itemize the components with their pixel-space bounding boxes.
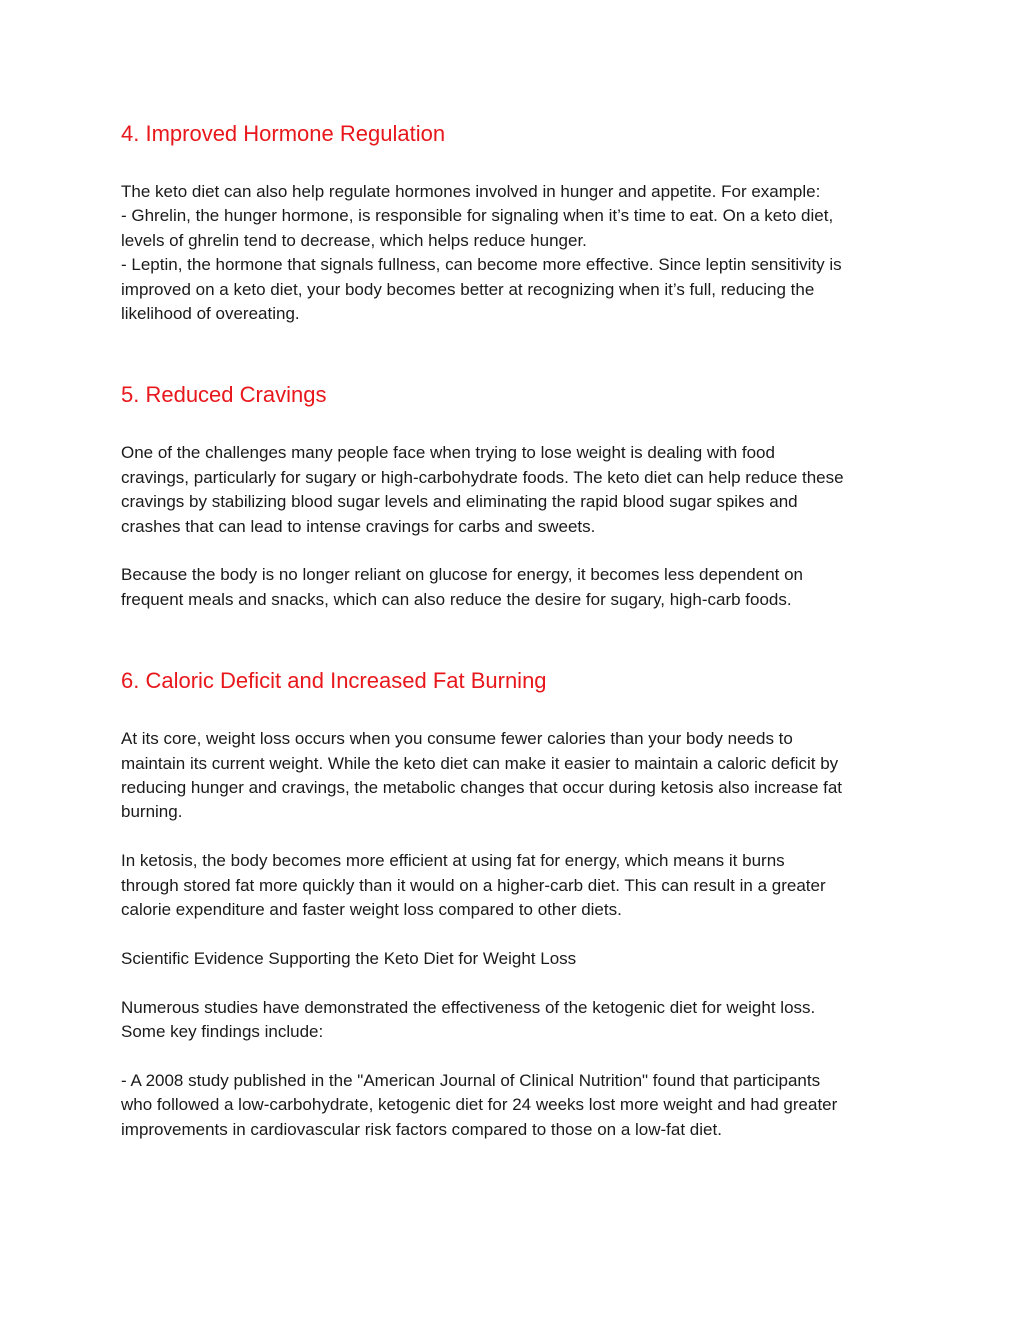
- paragraph-2008-study: - A 2008 study published in the "American Journal of Clinical Nutrition" found that participants who followed a low-carbohydrate, ketogenic diet for 24 weeks lost more weight and had greater improvements in cardiovascular risk factors compared to those on a low-fat diet.: [121, 1070, 838, 1139]
- section-heading-caloric-deficit: 6. Caloric Deficit and Increased Fat Burning: [121, 668, 547, 694]
- section-heading-hormone-regulation: 4. Improved Hormone Regulation: [121, 121, 446, 146]
- section-heading-reduced-cravings: 5. Reduced Cravings: [121, 382, 327, 408]
- document-page: [121, 118, 911, 1142]
- paragraph-hormone-regulation: The keto diet can also help regulate hormones involved in hunger and appetite. For example: - Ghrelin, the hunger hormone, is responsible for signaling when it’s time to eat. On a keto diet, levels of ghrelin tend to decrease, which helps reduce hunger. - Leptin, the hormone that signals fullness, can become more effective. Since leptin sensitivity is improved on a keto diet, your body becomes better at recognizing when it’s full, reducing the likelihood of overeating.: [121, 182, 842, 324]
- paragraph-caloric-core: At its core, weight loss occurs when you consume fewer calories than your body needs to maintain its current weight. While the keto diet can make it easier to maintain a caloric deficit by reducing hunger and cravings, the metabolic changes that occur during ketosis also increase fat burning.: [121, 729, 843, 822]
- paragraph-cravings-glucose: Because the body is no longer reliant on glucose for energy, it becomes less dependent on frequent meals and snacks, which can also reduce the desire for sugary, high-carb foods.: [121, 565, 804, 609]
- paragraph-studies-intro: Numerous studies have demonstrated the effectiveness of the ketogenic diet for weight loss. Some key findings include:: [121, 997, 816, 1042]
- paragraph-cravings-intro: One of the challenges many people face when trying to lose weight is dealing with food cravings, particularly for sugary or high-carbohydrate foods. The keto diet can help reduce these cravings by stabilizing blood sugar levels and eliminating the rapid blood sugar spikes and crashes that can lead to intense cravings for carbs and sweets.: [121, 443, 844, 536]
- paragraph-scientific-evidence-title: Scientific Evidence Supporting the Keto Diet for Weight Loss: [121, 948, 577, 968]
- paragraph-ketosis-efficiency: In ketosis, the body becomes more efficient at using fat for energy, which means it burns through stored fat more quickly than it would on a higher-carb diet. This can result in a greater calorie expenditure and faster weight loss compared to other diets.: [121, 851, 826, 920]
